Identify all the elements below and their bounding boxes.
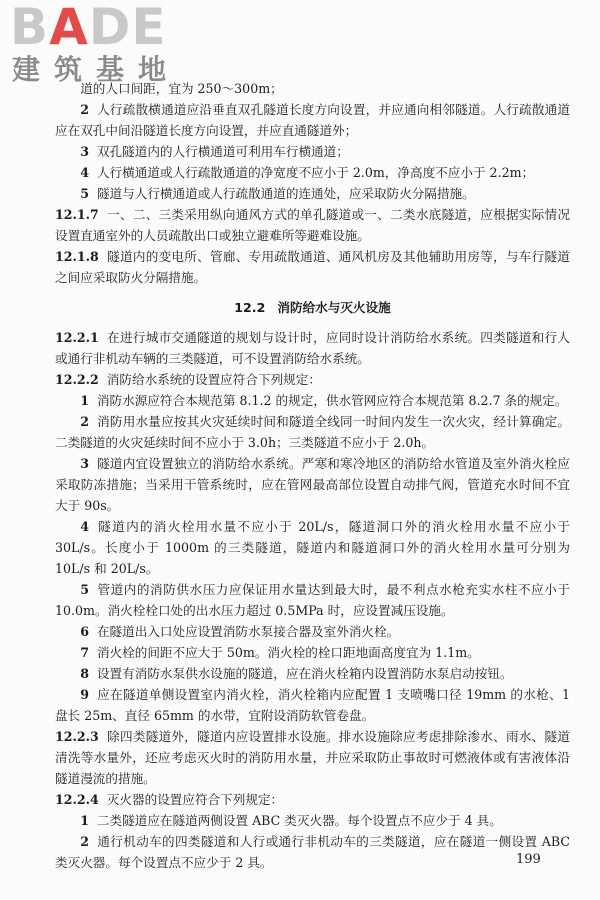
clause-paragraph	[55, 726, 570, 789]
item-number: 5	[80, 186, 89, 201]
paragraph-text: 双孔隧道内的人行横通道可利用车行横通道；	[96, 144, 349, 159]
list-item	[55, 78, 570, 99]
paragraph-text: 消火栓的间距不应大于 50m。消火栓的栓口距地面高度宜为 1.1m。	[96, 645, 480, 660]
paragraph-text: 二类隧道应在隧道两侧设置 ABC 类灭火器。每个设置点不应少于 4 具。	[96, 813, 502, 828]
paragraph-text: 管道内的消防供水压力应保证用水量达到最大时，最不利点水枪充实水柱不应小于 10.0m。消火栓栓口处的出水压力超过 0.5MPa 时，应设置减压设施。	[55, 582, 570, 618]
logo-letters-de: DE	[88, 0, 167, 56]
item-number: 7	[80, 645, 89, 660]
list-item	[55, 390, 570, 411]
paragraph-text: 隧道内的变电所、管廊、专用疏散通道、通风机房及其他辅助用房等，与车行隧道之间应采取防火分隔措施。	[55, 249, 570, 285]
item-number: 4	[80, 519, 89, 534]
paragraph-text: 消防水源应符合本规范第 8.1.2 的规定，供水管网应符合本规范第 8.2.7 条的规定。	[96, 393, 568, 408]
list-item	[55, 621, 570, 642]
item-number: 3	[80, 144, 89, 159]
item-number: 2	[80, 102, 89, 117]
paragraph-text: 在进行城市交通隧道的规划与设计时，应同时设计消防给水系统。四类隧道和行人或通行非机动车辆的三类隧道，可不设置消防给水系统。	[55, 330, 570, 366]
clause-paragraph	[55, 204, 570, 246]
paragraph-text: 消防给水系统的设置应符合下列规定：	[106, 372, 321, 387]
list-item	[55, 810, 570, 831]
paragraph-text: 道的人口间距，宜为 250～300m；	[80, 81, 283, 96]
clause-number: 12.2.3	[55, 729, 99, 744]
paragraph-text: 通行机动车的四类隧道和人行或通行非机动车的三类隧道，应在隧道一侧设置 ABC 类灭火器。每个设置点不应少于 2 具。	[55, 834, 570, 870]
list-item	[55, 579, 570, 621]
clause-number: 12.1.7	[55, 207, 99, 222]
paragraph-text: 隧道内宜设置独立的消防给水系统。严寒和寒冷地区的消防给水管道及室外消火栓应采取防冻措施；当采用干管系统时，应在管网最高部位设置自动排气阀，管道充水时间不宜大于 90s。	[55, 456, 570, 513]
clause-paragraph	[55, 327, 570, 369]
logo-wordmark	[10, 0, 167, 56]
section-heading	[55, 297, 570, 318]
page-number: 199	[516, 852, 541, 867]
paragraph-text: 人行疏散横通道应沿垂直双孔隧道长度方向设置，并应通向相邻隧道。人行疏散通道应在双孔中间沿隧道长度方向设置，并应直通隧道外；	[55, 102, 570, 138]
list-item	[55, 183, 570, 204]
item-number: 8	[80, 666, 89, 681]
item-number: 2	[80, 414, 89, 429]
clause-paragraph	[55, 246, 570, 288]
paragraph-text: 隧道与人行横通道或人行疏散通道的连通处，应采取防火分隔措施。	[96, 186, 475, 201]
clause-number: 12.2.1	[55, 330, 99, 345]
body-text	[55, 78, 570, 873]
section-number: 12.2	[234, 300, 266, 315]
item-number: 5	[80, 582, 89, 597]
paragraph-text: 除四类隧道外，隧道内应设置排水设施。排水设施除应考虑排除渗水、雨水、隧道清洗等水量外，还应考虑灭火时的消防用水量，并应采取防止事故时可燃液体或有害液体沿隧道漫流的措施。	[55, 729, 570, 786]
logo-subtitle: 建筑基地	[12, 53, 181, 86]
clause-number: 12.1.8	[55, 249, 99, 264]
section-title-text: 消防给水与灭火设施	[277, 300, 391, 315]
list-item	[55, 141, 570, 162]
logo-letter-b: B	[10, 0, 50, 56]
list-item	[55, 411, 570, 453]
item-number: 4	[80, 165, 89, 180]
list-item	[55, 663, 570, 684]
paragraph-text: 隧道内的消火栓用水量不应小于 20L/s，隧道洞口外的消火栓用水量不应小于 30L/s。长度小于 1000m 的三类隧道，隧道内和隧道洞口外的消火栓用水量可分别为 10L/s 和 20L/s。	[55, 519, 570, 576]
item-number: 9	[80, 687, 89, 702]
list-item	[55, 99, 570, 141]
item-number: 2	[80, 834, 89, 849]
paragraph-text: 消防用水量应按其火灾延续时间和隧道全线同一时间内发生一次火灾，经计算确定。二类隧道的火灾延续时间不应小于 3.0h；三类隧道不应小于 2.0h。	[55, 414, 570, 450]
item-number: 3	[80, 456, 89, 471]
list-item	[55, 831, 570, 873]
clause-paragraph	[55, 789, 570, 810]
paragraph-text: 人行横通道或人行疏散通道的净宽度不应小于 2.0m，净高度不应小于 2.2m；	[96, 165, 535, 180]
item-number: 6	[80, 624, 89, 639]
logo-letter-a: A	[49, 0, 89, 56]
list-item	[55, 642, 570, 663]
clause-number: 12.2.4	[55, 792, 99, 807]
list-item	[55, 684, 570, 726]
paragraph-text: 灭火器的设置应符合下列规定：	[106, 792, 284, 807]
clause-paragraph	[55, 369, 570, 390]
item-number: 1	[80, 393, 89, 408]
item-number: 1	[80, 813, 89, 828]
paragraph-text: 设置有消防水泵供水设施的隧道，应在消火栓箱内设置消防水泵启动按钮。	[96, 666, 513, 681]
list-item	[55, 453, 570, 516]
paragraph-text: 应在隧道单侧设置室内消火栓，消火栓箱内应配置 1 支喷嘴口径 19mm 的水枪、1 盘长 25m、直径 65mm 的水带，宜附设消防软管卷盘。	[55, 687, 570, 723]
paragraph-text: 一、二、三类采用纵向通风方式的单孔隧道或一、二类水底隧道，应根据实际情况设置直通室外的人员疏散出口或独立避难所等避难设施。	[55, 207, 570, 243]
list-item	[55, 516, 570, 579]
paragraph-text: 在隧道出入口处应设置消防水泵接合器及室外消火栓。	[96, 624, 400, 639]
clause-number: 12.2.2	[55, 372, 99, 387]
list-item	[55, 162, 570, 183]
